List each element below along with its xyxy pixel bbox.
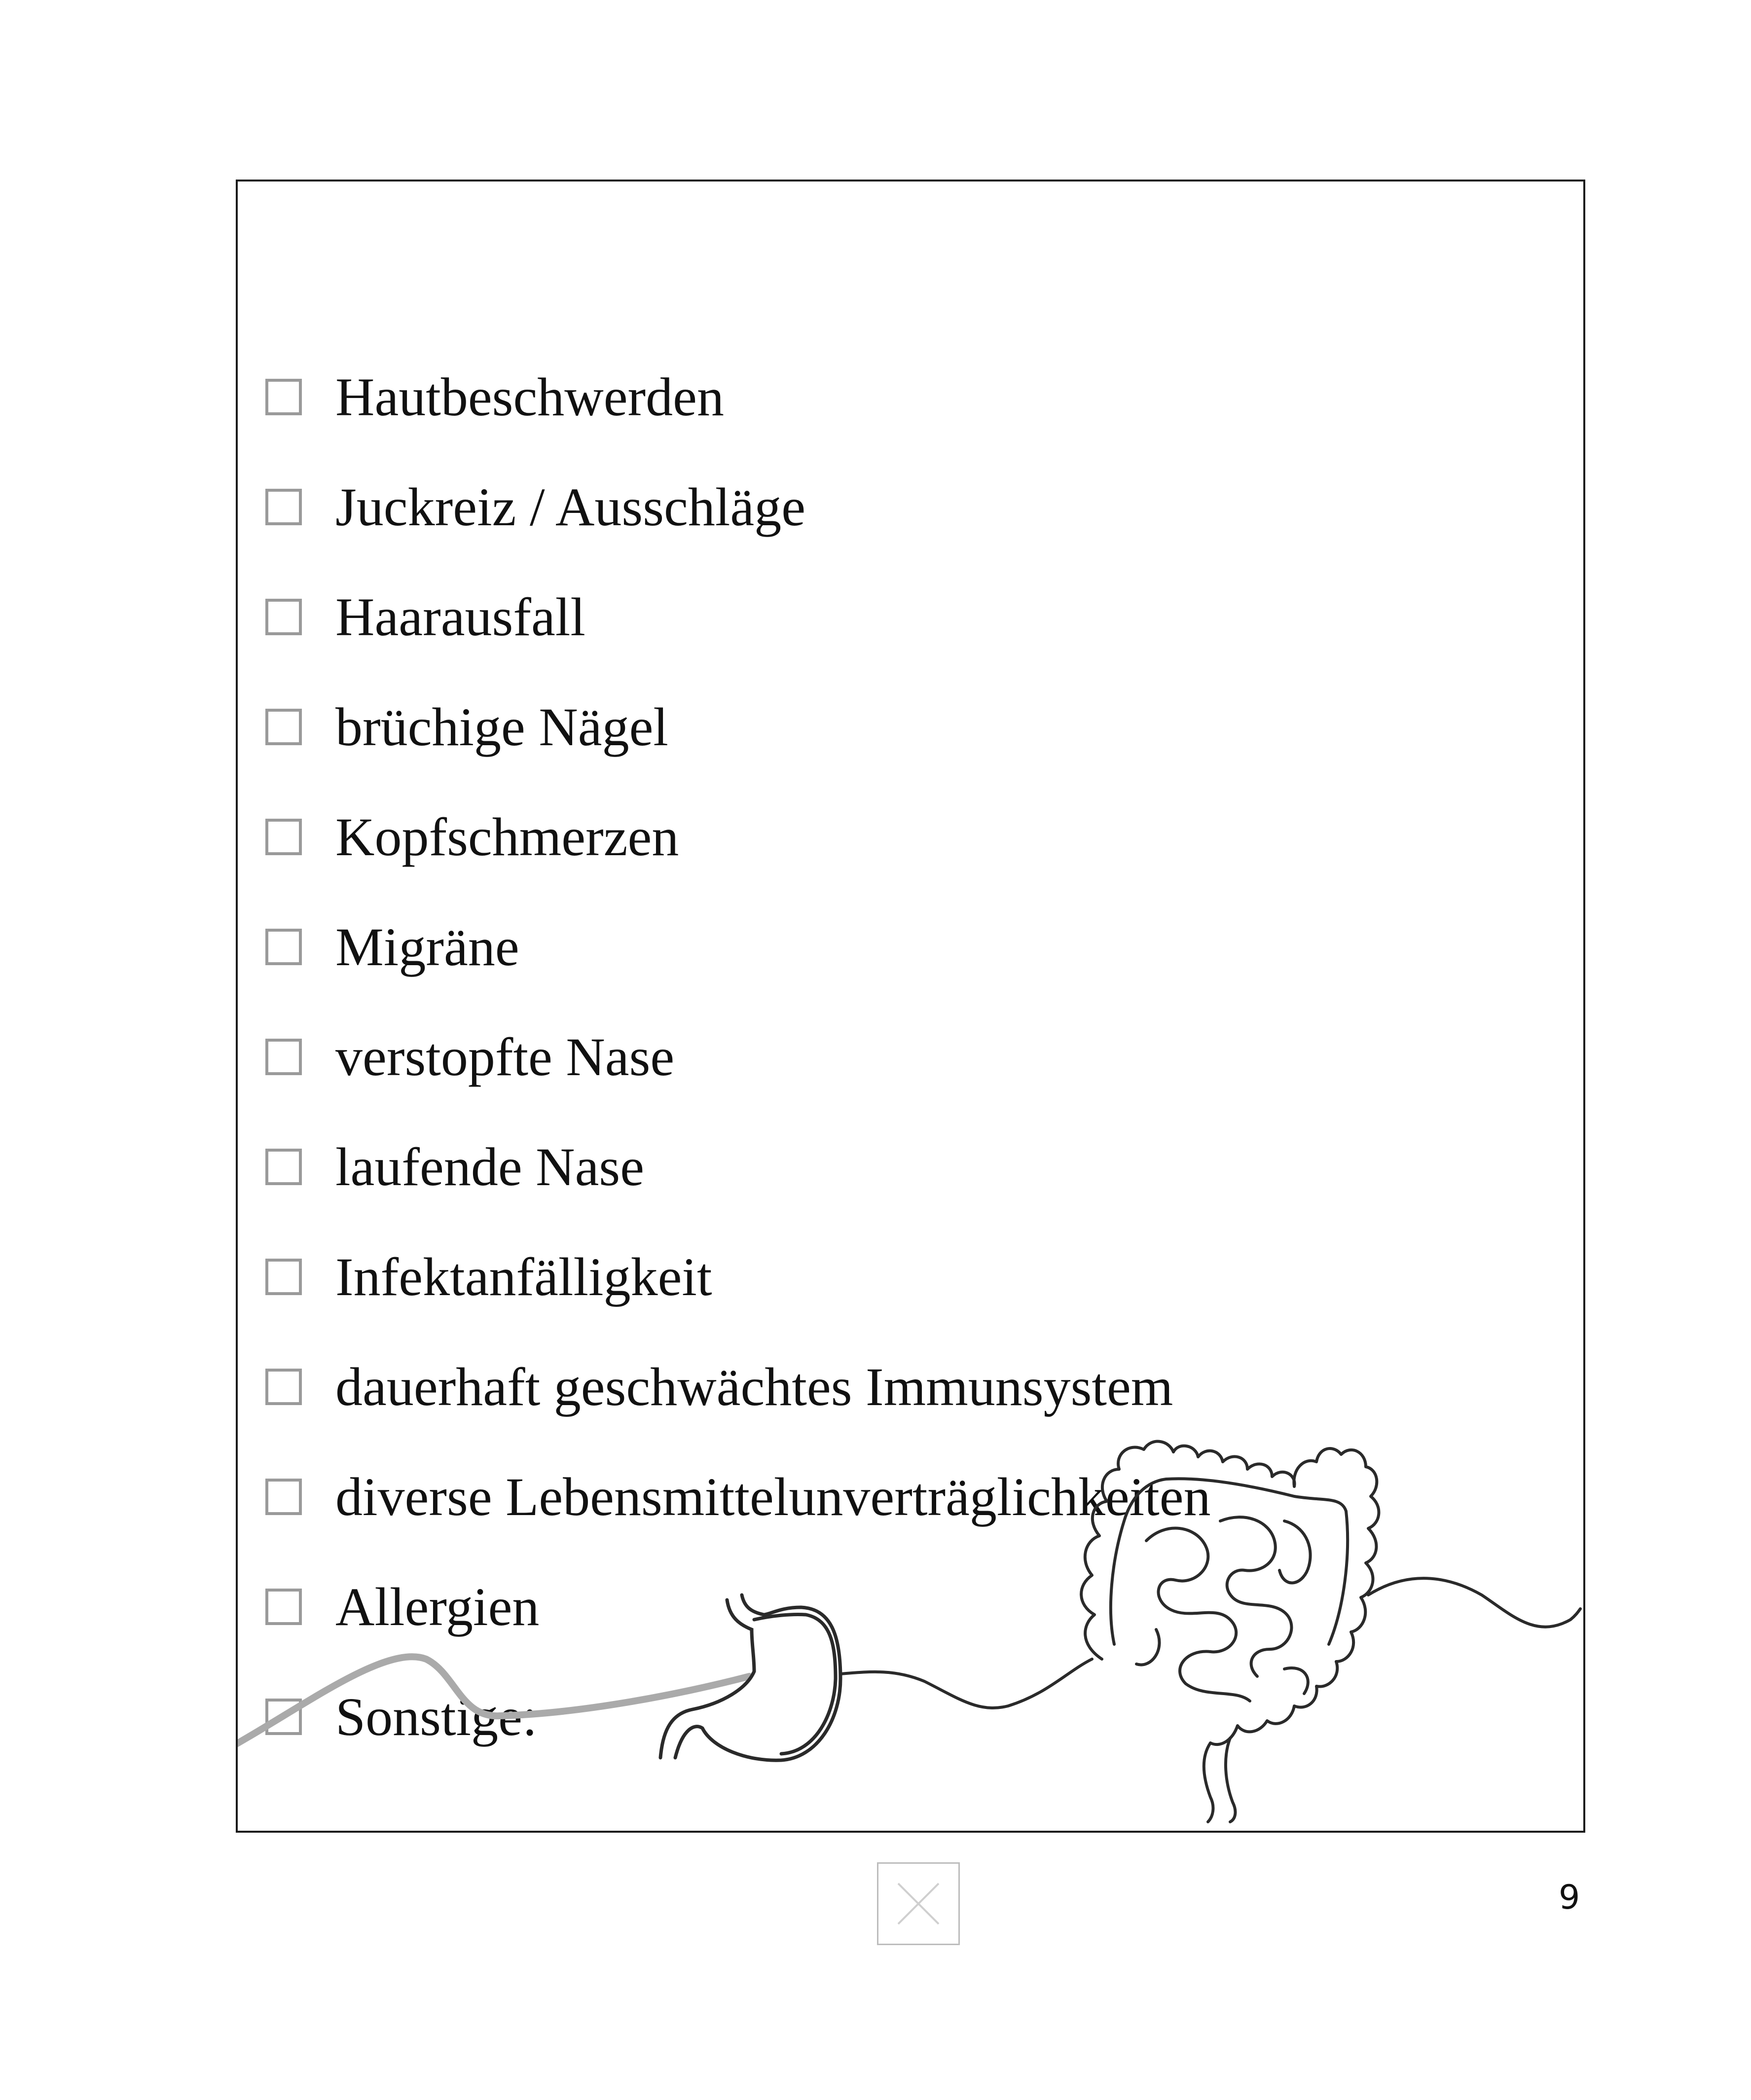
intestines-icon [1081,1442,1379,1822]
checklist-frame [236,180,1585,1833]
checklist-item-label: Hautbeschwerden [335,367,724,427]
image-placeholder [877,1862,960,1945]
checklist-item-label: brüchige Nägel [335,697,668,757]
checklist-item-label: Sonstige: [335,1687,538,1747]
checklist-item-label: Allergien [335,1577,540,1637]
checklist-item-label: dauerhaft geschwächtes Immunsystem [335,1357,1173,1417]
checklist-item-label: diverse Lebensmittelunverträglichkeiten [335,1467,1211,1527]
checklist-item-label: Migräne [335,917,519,977]
checklist-item-label: Infektanfälligkeit [335,1247,712,1307]
stomach-icon [660,1595,840,1760]
esophagus-line-icon [238,1657,749,1745]
small-intestine-line [840,1659,1092,1708]
checklist-item-label: Kopfschmerzen [335,807,679,867]
checklist-item-label: laufende Nase [335,1137,645,1197]
exit-line [1368,1578,1580,1627]
checklist-item-label: Haarausfall [335,587,585,647]
checklist-item-label: Juckreiz / Ausschläge [335,477,806,537]
broken-image-icon [878,1864,958,1944]
page-number: 9 [1559,1878,1580,1917]
checklist-item-label: verstopfte Nase [335,1027,675,1087]
digestive-tract-illustration [238,181,1583,1831]
